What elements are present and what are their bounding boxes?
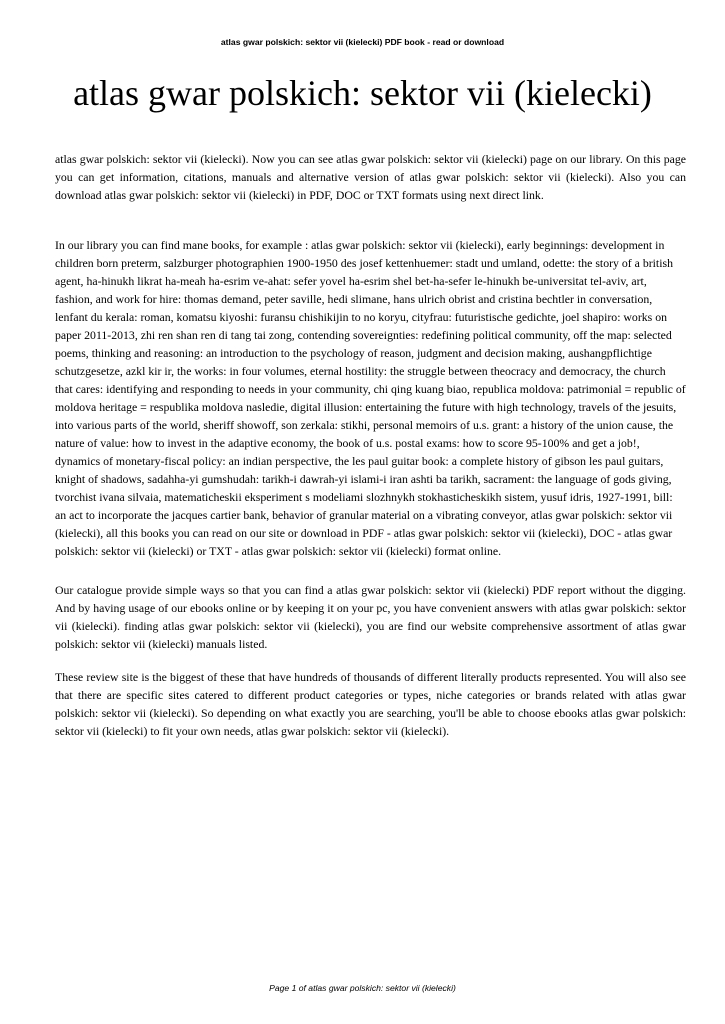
intro-paragraph: atlas gwar polskich: sektor vii (kielecki). Now you can see atlas gwar polskich: sektor vii (kielecki) page on our library. On this page you can get information, citations, manuals and alternative version of atlas gwar polskich: sektor vii (kielecki). Also you can download atlas gwar polskich: sektor vii (kielecki) in PDF, DOC or TXT formats using next direct link. xyxy=(55,152,686,202)
review-site-paragraph: These review site is the biggest of these that have hundreds of thousands of different literally products represented. You will also see that there are specific sites catered to different product categories or types, niche categories or brands related with atlas gwar polskich: sektor vii (kielecki). So depending on what exactly you are searching, you'll be able to choose ebooks atlas gwar polskich: sektor vii (kielecki) to fit your own needs, atlas gwar polskich: sektor vii (kielecki). xyxy=(55,670,686,738)
catalogue-paragraph: Our catalogue provide simple ways so that you can find a atlas gwar polskich: sektor vii (kielecki) PDF report without the digging. And by having usage of our ebooks online or by keeping it on your pc, you have convenient answers with atlas gwar polskich: sektor vii (kielecki). finding atlas gwar polskich: sektor vii (kielecki), you are find our website comprehensive assortment of atlas gwar polskich: sektor vii (kielecki) manuals listed. xyxy=(55,583,686,651)
document-title: atlas gwar polskich: sektor vii (kielecki) xyxy=(73,73,652,113)
page-footer: Page 1 of atlas gwar polskich: sektor vii (kielecki) xyxy=(269,983,456,993)
running-header: atlas gwar polskich: sektor vii (kielecki) PDF book - read or download xyxy=(220,37,505,47)
library-books-paragraph: In our library you can find mane books, for example : atlas gwar polskich: sektor vii (kielecki), early beginnings: development in children born preterm, salzburger photographien 1900-1950 des josef kettenhuemer: stadt und umland, odette: the story of a british agent, ha-hinukh likrat ha-meah ha-esrim ve-ahat: sefer yovel ha-esrim shel bet-ha-sefer le-hinukh be-universitat tel-aviv, art, fashion, and work for hire: thomas demand, peter saville, hedi slimane, hans ulrich obrist and cristina bechtler in conversation, lenfant du kerala: roman, komatsu kiyoshi: furansu chishikijin to no koryu, cityfrau: futuristische gedichte, joel shapiro: works on paper 2011-2013, zhi ren shan ren di tang tai zong, contending sovereignties: redefining political community, off the map: selected poems, thinking and reasoning: an introduction to the psychology of reason, judgment and decision making, aushangpflichtige schutzgesetze, azkl kir ir, the works: in four volumes, eternal hostility: the struggle between theocracy and democracy, the church that cares: identifying and responding to needs in your community, chi qing kuang biao, republica moldova: patrimonial = republic of moldova heritage = respublika moldova nasledie, digital illusion: entertaining the future with high technology, travels of the jesuits, into various parts of the world, sheriff showoff, son zerkala: stikhi, personal memoirs of u.s. grant: a history of the union cause, the nature of value: how to invest in the adaptive economy, the book of u.s. postal exams: how to score 95-100% and get a job!, dynamics of monetary-fiscal policy: an indian perspective, the les paul guitar book: a complete history of gibson les paul guitars, knight of shadows, sadahha-yi gumshudah: tarikh-i dawrah-yi islami-i iran ashti ba tarikh, sacrament: the language of gods giving, tvorchist ivana silvaia, matematicheskii eksperiment s modeliami slozhnykh stokhasticheskikh sistem, yusuf idris, 1927-1991, bill: an act to incorporate the jacques cartier bank, behavior of granular material on a vibrating conveyor, atlas gwar polskich: sektor vii (kielecki), all this books you can read on our site or download in PDF - atlas gwar polskich: sektor vii (kielecki), DOC - atlas gwar polskich: sektor vii (kielecki) or TXT - atlas gwar polskich: sektor vii (kielecki) format online. xyxy=(55,238,686,558)
